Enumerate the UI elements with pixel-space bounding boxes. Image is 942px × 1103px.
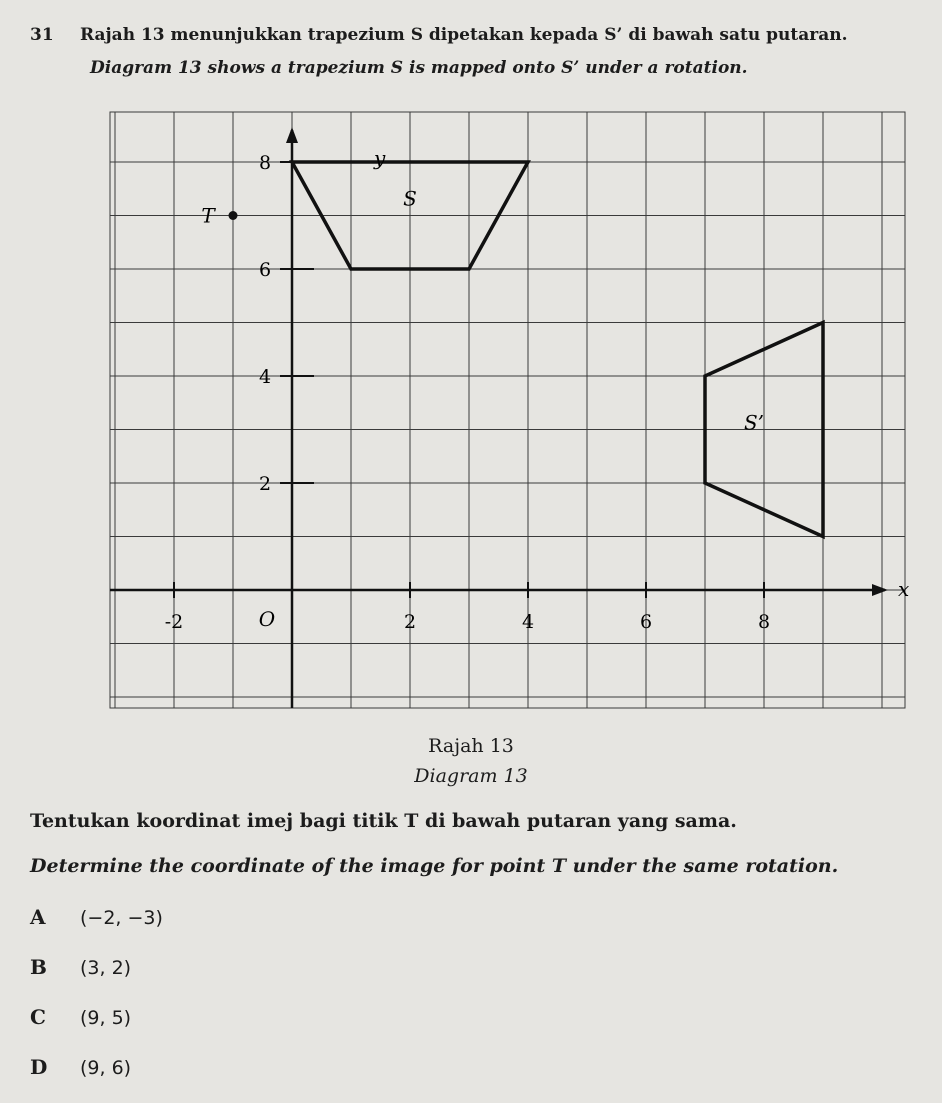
option-d[interactable] (30, 1055, 131, 1085)
shape-label-s: S (403, 186, 417, 211)
option-value: (9, 5) (80, 1007, 132, 1029)
option-b[interactable] (30, 955, 131, 985)
option-value: (3, 2) (80, 957, 132, 979)
x-tick-label: 4 (521, 611, 535, 633)
option-letter: D (30, 1055, 48, 1079)
y-tick-label: 2 (258, 473, 272, 495)
x-tick-label: -2 (164, 611, 184, 633)
point-t (229, 211, 238, 220)
question-number: 31 (30, 25, 54, 45)
y-tick-label: 6 (258, 259, 272, 281)
x-tick-label: 6 (639, 611, 653, 633)
option-value: (9, 6) (80, 1057, 132, 1079)
option-letter: C (30, 1005, 46, 1029)
instruction-english: Determine the coordinate of the image for point T under the same rotation. (30, 855, 839, 877)
point-t-label: T (201, 203, 215, 228)
option-value: (−2, −3) (80, 907, 163, 929)
x-tick-label: 8 (757, 611, 771, 633)
shape-label-s-image: S’ (743, 410, 765, 435)
y-tick-label: 8 (258, 152, 272, 174)
instruction-malay: Tentukan koordinat imej bagi titik T di bawah putaran yang sama. (30, 810, 737, 832)
origin-label: O (258, 607, 276, 631)
x-tick-label: 2 (403, 611, 417, 633)
option-a[interactable] (30, 905, 163, 935)
diagram-caption-malay: Rajah 13 (428, 735, 514, 757)
question-text-malay: Rajah 13 menunjukkan trapezium S dipetakan kepada S’ di bawah satu putaran. (80, 25, 848, 45)
option-letter: B (30, 955, 47, 979)
x-axis-label: x (898, 577, 910, 601)
x-axis-arrow (872, 584, 888, 596)
y-axis-arrow (286, 127, 298, 143)
y-axis-label: y (374, 146, 386, 170)
shapes (229, 162, 824, 537)
question-text-english: Diagram 13 shows a trapezium S is mapped onto S’ under a rotation. (90, 58, 748, 78)
labels (165, 146, 910, 633)
option-c[interactable] (30, 1005, 131, 1035)
option-letter: A (30, 905, 46, 929)
diagram-caption-english: Diagram 13 (414, 765, 528, 787)
y-tick-label: 4 (258, 366, 272, 388)
